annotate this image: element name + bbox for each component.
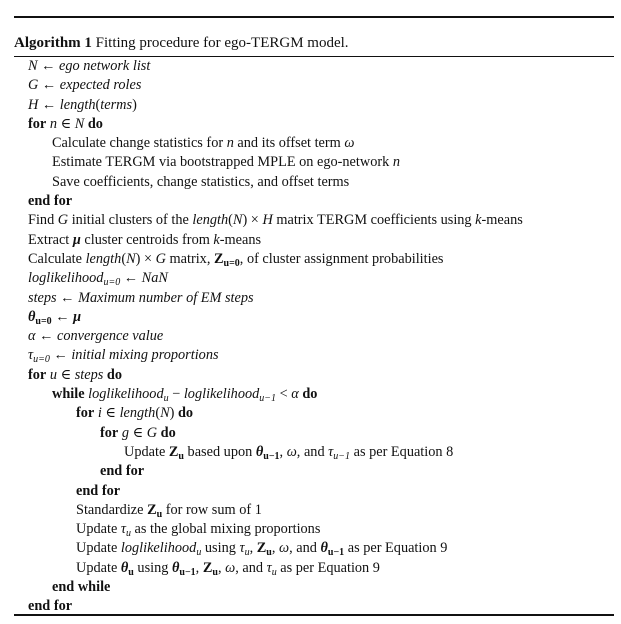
algo-line: for n ∈ N do — [28, 115, 103, 132]
algo-line: H ← length(terms) — [28, 96, 137, 113]
algo-line: Standardize $Z_u$ for row sum of 1 — [76, 501, 262, 520]
algorithm-title: Fitting procedure for ego-TERGM model. — [95, 35, 349, 51]
algo-line: $\theta_{u=0}$ ← μ — [28, 308, 82, 327]
algo-line: Update $\theta_u$ using $\theta_{u-1}$, $Z_u$, ω, and $\tau_u$ as per Equation 9 — [76, 559, 380, 578]
algo-line: Save coefficients, change statistics, and offset terms — [52, 173, 350, 190]
algo-line: $\tau_{u=0}$ ← initial mixing proportions — [28, 347, 219, 366]
algorithm-body — [18, 57, 618, 617]
algo-line: for g ∈ G do — [100, 424, 176, 441]
algo-line: end for — [100, 463, 145, 480]
algo-line: loglikelihood$_{u=0}$ ← NaN — [28, 270, 168, 289]
algo-line: Update loglikelihood$_u$ using $\tau_u$, $Z_u$, ω, and $\theta_{u-1}$ as per Equation 9 — [76, 540, 448, 559]
algo-line: for u ∈ steps do — [28, 366, 123, 383]
algo-line: steps ← Maximum number of EM steps — [28, 289, 254, 306]
algo-line: end while — [52, 579, 111, 596]
top-rule — [14, 16, 614, 18]
algorithm-caption — [14, 35, 349, 52]
algo-line: N ← ego network list — [28, 58, 151, 74]
algo-line: Extract μ cluster centroids from k-means — [28, 231, 262, 248]
algo-line: for i ∈ length(N) do — [76, 405, 194, 422]
algo-line: end for — [28, 598, 73, 615]
bottom-rule — [14, 614, 614, 616]
algo-line: Estimate TERGM via bootstrapped MPLE on ego-network n — [52, 154, 400, 171]
algo-line: while loglikelihood$_u$ − loglikelihood$_{u-1}$ < α do — [52, 386, 318, 405]
algo-line: end for — [76, 482, 121, 499]
algo-line: Find G initial clusters of the length(N) × H matrix TERGM coefficients using k-means — [28, 212, 523, 229]
algo-line: end for — [28, 193, 73, 210]
algo-line: Update $\tau_u$ as the global mixing proportions — [76, 521, 321, 540]
algorithm-label: Algorithm 1 — [14, 35, 92, 51]
algo-line: G ← expected roles — [28, 77, 142, 94]
algo-line: Calculate change statistics for n and its offset term ω — [52, 135, 355, 152]
algo-line: α ← convergence value — [28, 328, 164, 345]
algo-line: Update $Z_u$ based upon $\theta_{u-1}$, ω, and $\tau_{u-1}$ as per Equation 8 — [124, 443, 454, 462]
algo-line: Calculate length(N) × G matrix, $Z_{u=0}$, of cluster assignment probabilities — [28, 250, 444, 269]
